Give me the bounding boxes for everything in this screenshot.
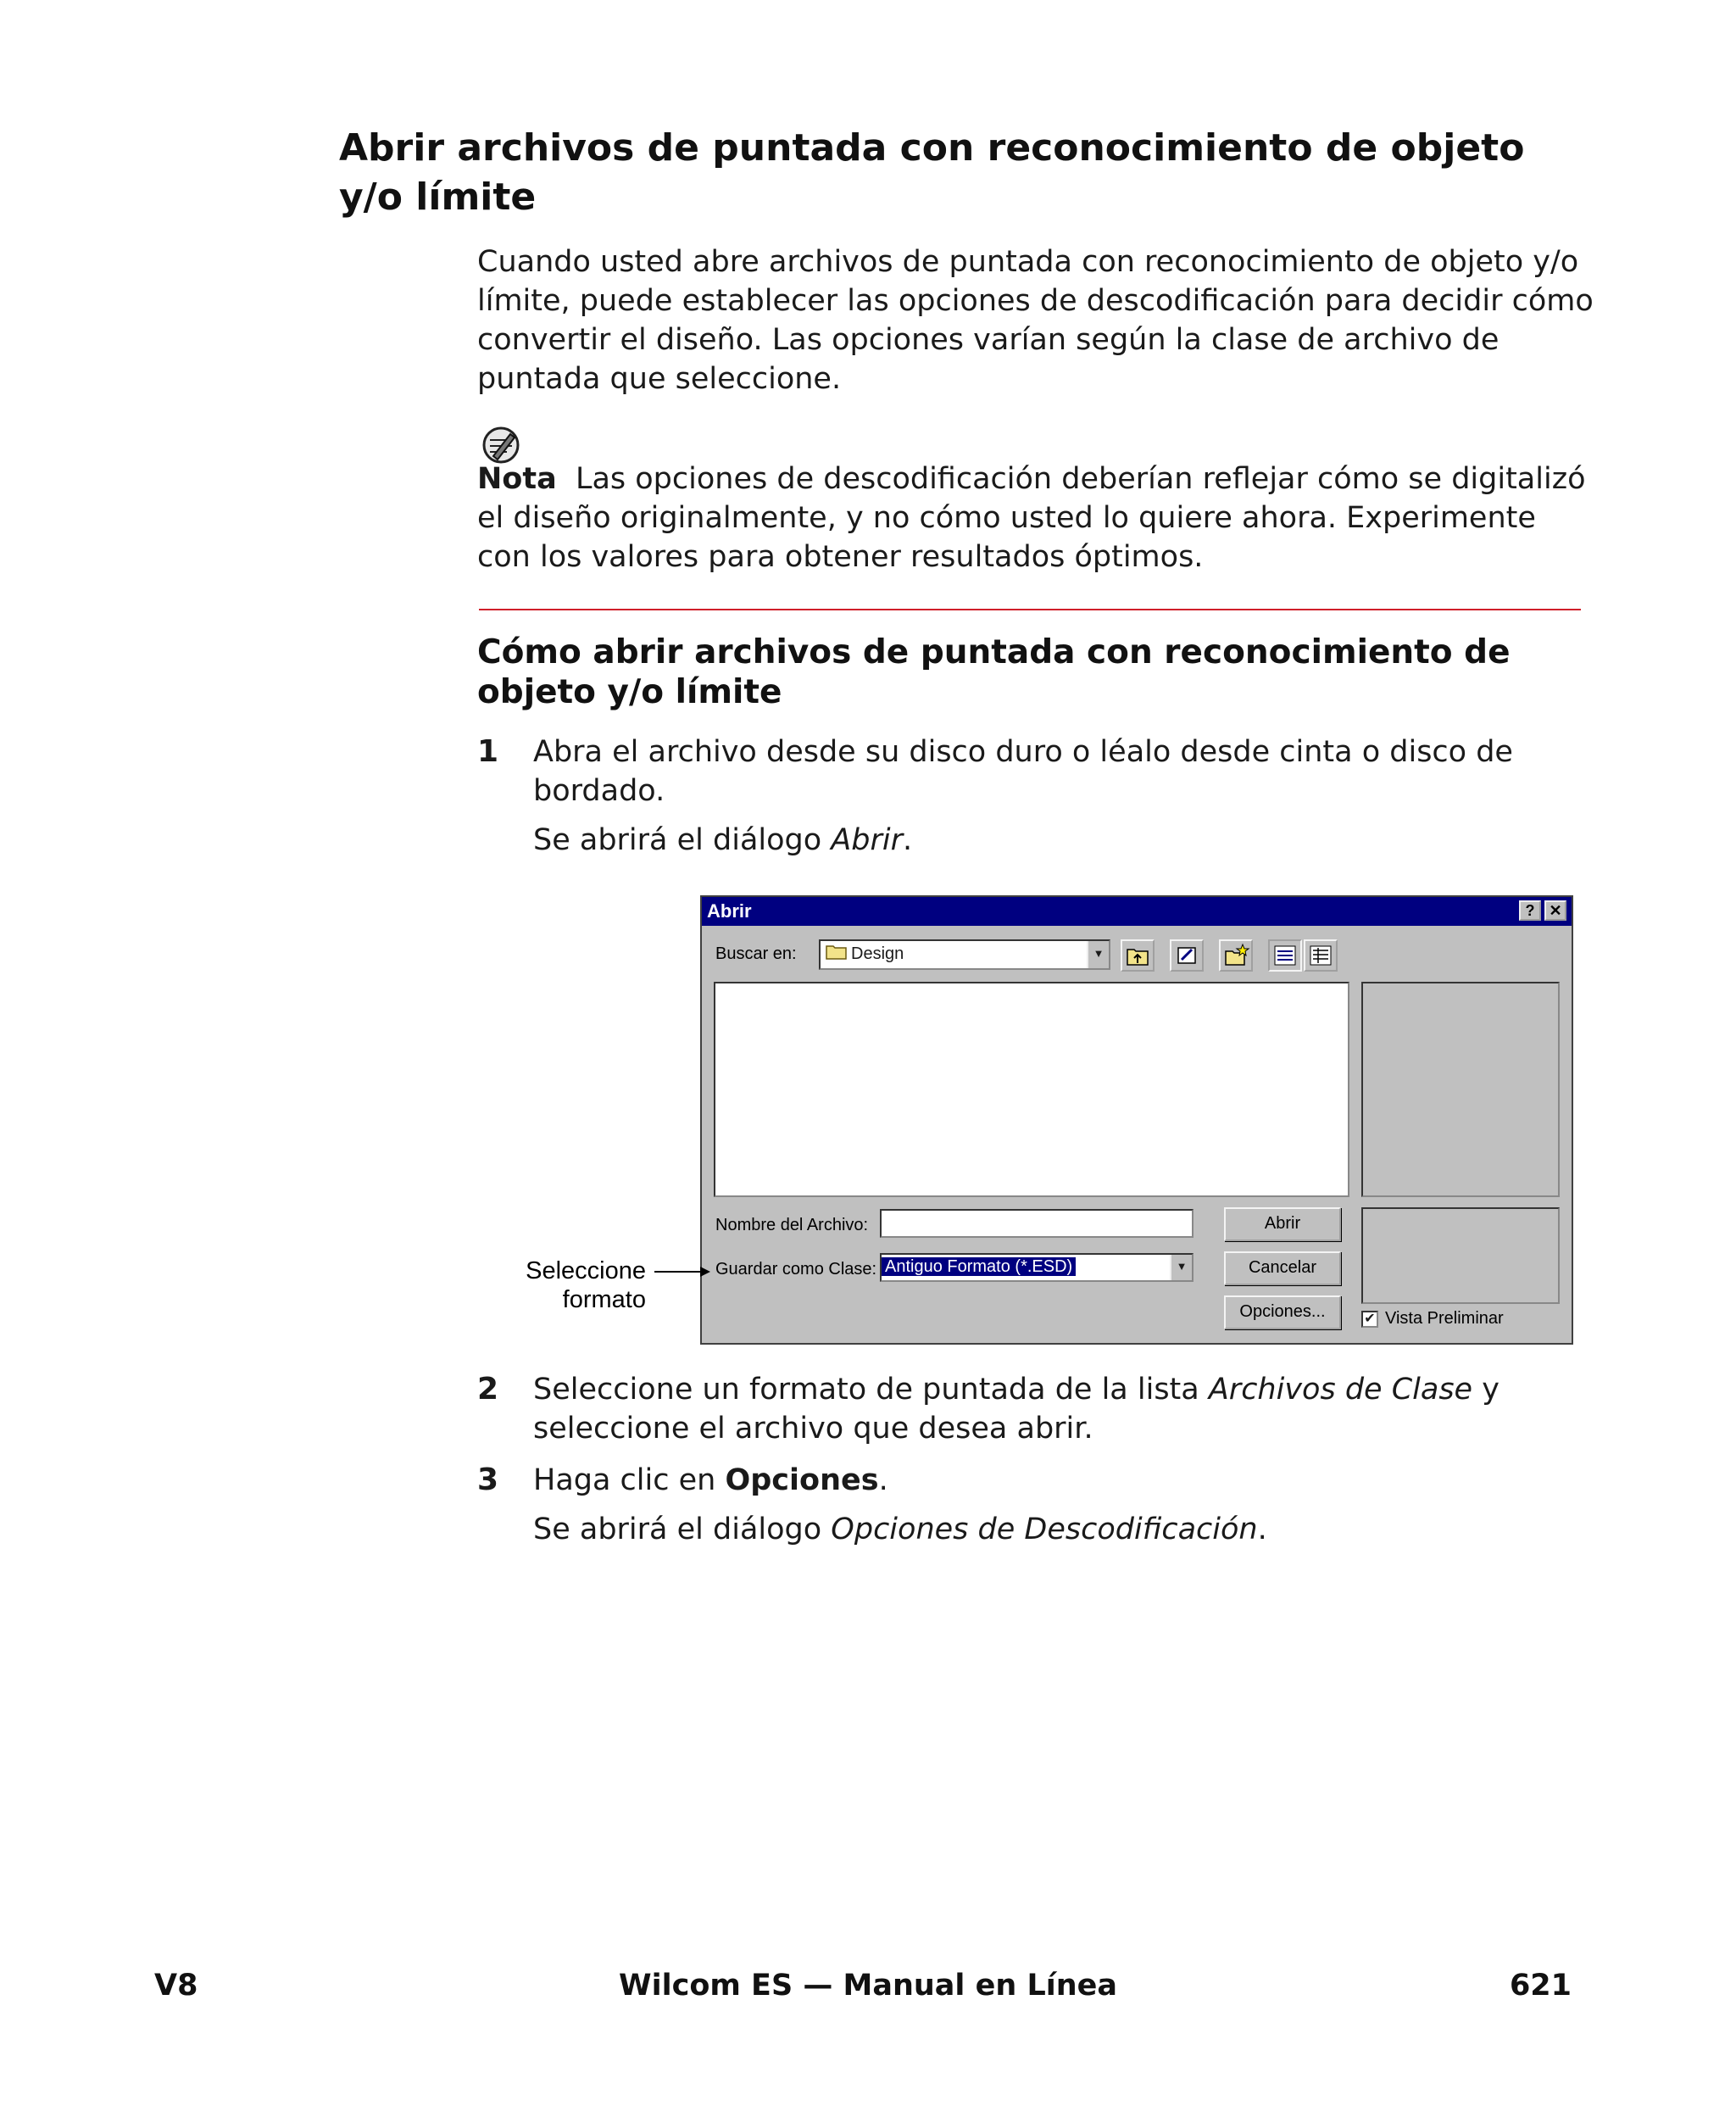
section-divider <box>479 609 1581 610</box>
callout-line-2: formato <box>562 1286 646 1313</box>
help-button[interactable]: ? <box>1519 900 1541 921</box>
step-number: 2 <box>477 1372 499 1407</box>
step-result-em: Abrir <box>831 823 903 857</box>
step-result <box>533 1510 1596 1549</box>
step-text <box>533 1461 1596 1500</box>
step-number: 3 <box>477 1462 499 1497</box>
new-folder-icon[interactable] <box>1219 939 1253 972</box>
look-in-value: Design <box>851 944 904 963</box>
options-button[interactable]: Opciones... <box>1224 1295 1341 1329</box>
up-folder-icon[interactable] <box>1121 939 1155 972</box>
step-2 <box>477 1370 1596 1448</box>
look-in-label: Buscar en: <box>715 944 797 963</box>
step-text: Abra el archivo desde su disco duro o léalo desde cinta o disco de bordado. <box>533 735 1513 808</box>
step-text-prefix: Haga clic en <box>533 1463 726 1497</box>
step-text-strong: Opciones <box>725 1463 879 1497</box>
desktop-icon[interactable] <box>1170 939 1204 972</box>
step-result-em: Opciones de Descodificación <box>831 1513 1258 1546</box>
callout-line-1: Seleccione <box>526 1257 646 1284</box>
step-text-suffix: . <box>878 1463 888 1497</box>
step-result-suffix: . <box>902 823 913 857</box>
intro-paragraph: Cuando usted abre archivos de puntada con reconocimiento de objeto y/o límite, puede establecer las opciones de descodificación para decidir cómo convertir el diseño. Las opciones varían según la clase de archivo de puntada que seleccione. <box>477 245 1594 396</box>
file-list[interactable] <box>714 982 1349 1197</box>
step-result-prefix: Se abrirá el diálogo <box>533 1513 832 1546</box>
close-button[interactable]: ✕ <box>1544 900 1566 921</box>
look-in-combo[interactable] <box>819 939 1110 970</box>
list-view-icon[interactable] <box>1268 939 1302 972</box>
preview-label: Vista Preliminar <box>1385 1309 1504 1328</box>
note-text: Las opciones de descodificación deberían reflejar cómo se digitalizó el diseño originalmente, y no cómo usted lo quiere ahora. Experimente con los valores para obtener resultados óptimos. <box>477 462 1586 574</box>
note-label: Nota <box>477 462 557 496</box>
section-heading: Abrir archivos de puntada con reconocimiento de objeto y/o límite <box>339 126 1525 219</box>
step-3 <box>477 1461 1596 1549</box>
footer-page-number: 621 <box>1509 1969 1572 2003</box>
preview-checkbox[interactable]: ✔ <box>1361 1311 1378 1328</box>
chevron-down-icon[interactable]: ▼ <box>1087 941 1109 968</box>
dialog-titlebar <box>702 897 1572 926</box>
note-paragraph <box>477 460 1596 577</box>
open-button[interactable]: Abrir <box>1224 1207 1341 1241</box>
step-text <box>533 1370 1596 1448</box>
filename-label: Nombre del Archivo: <box>715 1216 869 1234</box>
step-1 <box>477 733 1596 860</box>
callout-arrow-icon <box>653 1263 712 1284</box>
filetype-combo[interactable] <box>880 1253 1194 1282</box>
filetype-label: Guardar como Clase: <box>715 1260 877 1279</box>
footer-version: V8 <box>154 1969 198 2003</box>
footer-title: Wilcom ES — Manual en Línea <box>618 1969 1118 2003</box>
procedure-heading: Cómo abrir archivos de puntada con reconocimiento de objeto y/o límite <box>477 633 1511 711</box>
cancel-button[interactable]: Cancelar <box>1224 1251 1341 1285</box>
callout-label <box>475 1256 646 1314</box>
chevron-down-icon[interactable]: ▼ <box>1170 1255 1192 1280</box>
step-text-em: Archivos de Clase <box>1208 1373 1473 1407</box>
preview-pane <box>1361 982 1560 1197</box>
folder-icon <box>826 942 848 967</box>
preview-info-pane <box>1361 1207 1560 1304</box>
dialog-title: Abrir <box>707 900 752 922</box>
filetype-value: Antiguo Formato (*.ESD) <box>882 1257 1076 1276</box>
step-number: 1 <box>477 734 499 769</box>
step-result-suffix: . <box>1257 1513 1267 1546</box>
step-result-prefix: Se abrirá el diálogo <box>533 823 832 857</box>
step-result <box>533 821 1596 860</box>
step-text-prefix: Seleccione un formato de puntada de la lista <box>533 1373 1209 1407</box>
open-dialog <box>700 895 1573 1345</box>
step-text-suffix: y seleccione el archivo que desea abrir. <box>533 1373 1500 1446</box>
filename-input[interactable] <box>880 1209 1194 1238</box>
details-view-icon[interactable] <box>1304 939 1338 972</box>
